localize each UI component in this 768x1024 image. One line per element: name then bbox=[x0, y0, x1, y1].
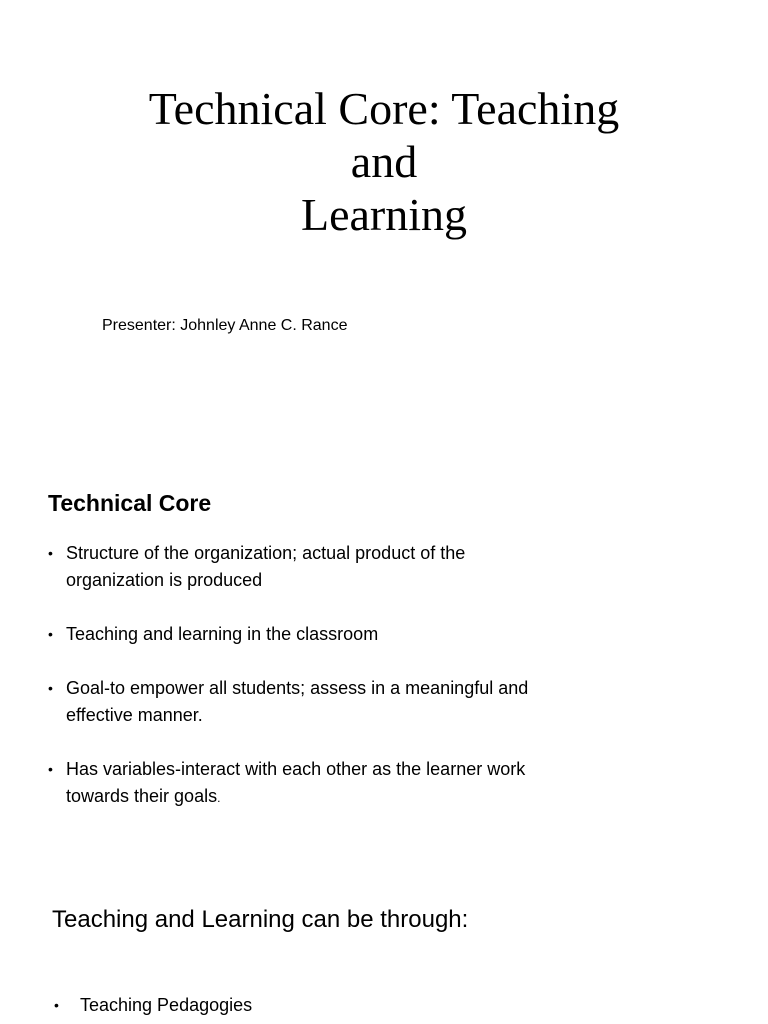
bullet-icon: • bbox=[48, 680, 53, 696]
slide-heading: Teaching and Learning can be through: bbox=[52, 906, 469, 933]
slide-teaching-learning bbox=[0, 880, 768, 1024]
list-item bbox=[48, 621, 568, 648]
slide-technical-core bbox=[0, 440, 768, 880]
bullet-icon: • bbox=[48, 545, 53, 561]
title-line: Technical Core: Teaching bbox=[148, 83, 620, 134]
presentation-title bbox=[0, 82, 768, 241]
slide-heading: Technical Core bbox=[48, 490, 212, 516]
bullet-icon: • bbox=[48, 626, 53, 642]
list-item bbox=[48, 675, 568, 729]
title-line: and bbox=[350, 136, 418, 187]
bullet-list bbox=[48, 540, 568, 839]
bullet-list bbox=[54, 992, 252, 1018]
bullet-icon: • bbox=[54, 997, 59, 1013]
bullet-icon: • bbox=[48, 761, 53, 777]
presenter-name: Presenter: Johnley Anne C. Rance bbox=[102, 317, 348, 334]
bullet-text: Goal-to empower all students; assess in a meaningful and effective manner. bbox=[66, 678, 529, 725]
bullet-tail: . bbox=[217, 791, 221, 805]
bullet-text: Teaching Pedagogies bbox=[80, 995, 253, 1015]
bullet-text: Teaching and learning in the classroom bbox=[66, 624, 379, 644]
slide-title bbox=[0, 0, 768, 440]
bullet-text: Structure of the organization; actual product of the organization is produced bbox=[66, 543, 466, 590]
list-item bbox=[48, 756, 568, 812]
list-item bbox=[48, 540, 568, 594]
list-item bbox=[54, 992, 252, 1018]
bullet-text: Has variables-interact with each other as the learner work towards their goals bbox=[66, 759, 526, 806]
title-line: Learning bbox=[300, 189, 468, 240]
